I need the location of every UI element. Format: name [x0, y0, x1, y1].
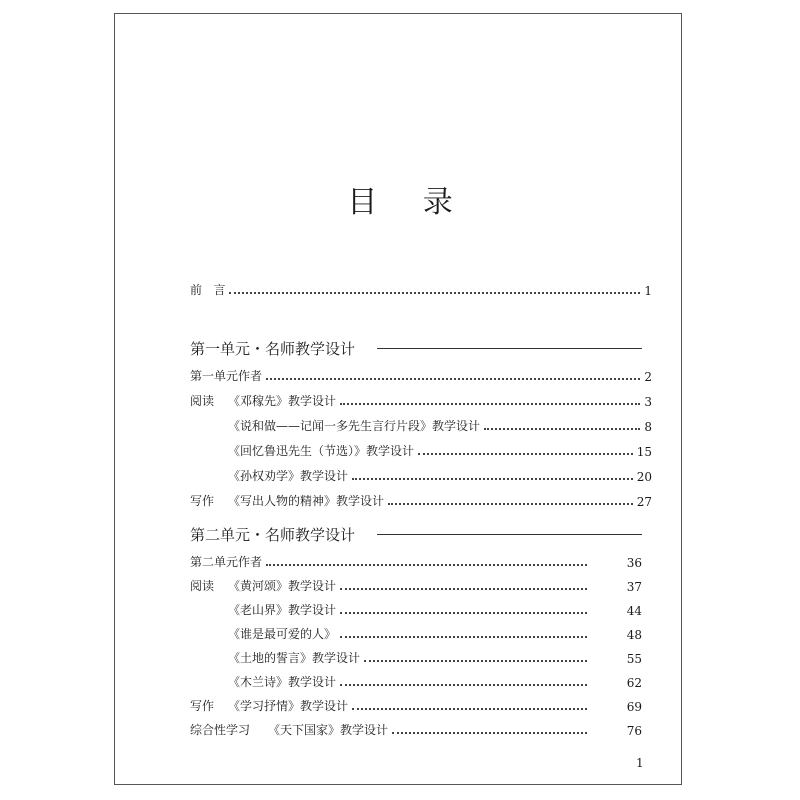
dot-leader — [352, 708, 587, 710]
toc-entry-page: 76 — [626, 724, 642, 738]
dot-leader — [364, 660, 587, 662]
toc-entry-page: 3 — [644, 395, 652, 409]
page-number: 1 — [636, 756, 644, 770]
toc-entry-label: 《木兰诗》教学设计 — [228, 675, 337, 689]
toc-entry-label: 第一单元作者 — [190, 369, 263, 383]
toc-entry — [190, 698, 642, 714]
toc-entry — [228, 418, 652, 434]
toc-entry-category: 写作 — [190, 699, 215, 713]
dot-leader — [392, 732, 587, 734]
toc-entry-page: 62 — [626, 676, 642, 690]
toc-entry-label: 前 言 — [190, 283, 226, 297]
toc-entry-category: 写作 — [190, 494, 215, 508]
toc-entry — [228, 602, 642, 618]
toc-entry — [228, 443, 652, 459]
dot-leader — [340, 636, 587, 638]
toc-entry-label: 《土地的誓言》教学设计 — [228, 651, 361, 665]
dot-leader — [388, 503, 633, 505]
toc-entry — [190, 493, 652, 509]
toc-entry — [190, 393, 652, 409]
toc-entry-label: 《邓稼先》教学设计 — [228, 394, 337, 408]
toc-entry-page: 44 — [626, 604, 642, 618]
unit-rule — [377, 348, 642, 349]
toc-entry — [228, 626, 642, 642]
toc-entry-page: 69 — [626, 700, 642, 714]
toc-entry-page: 15 — [636, 445, 652, 459]
unit-1-heading — [190, 337, 642, 359]
toc-entry-page: 8 — [644, 420, 652, 434]
toc-entry-page: 37 — [626, 580, 642, 594]
dot-leader — [340, 403, 640, 405]
toc-entry-category: 综合性学习 — [190, 723, 251, 737]
toc-entry-page: 20 — [636, 470, 652, 484]
toc-entry-label: 《老山界》教学设计 — [228, 603, 337, 617]
toc-entry — [228, 468, 652, 484]
toc-entry-label: 第二单元作者 — [190, 555, 263, 569]
toc-entry — [190, 368, 652, 384]
toc-entry-page: 55 — [626, 652, 642, 666]
toc-title: 目 录 — [347, 185, 471, 220]
unit-name: 第一单元・名师教学设计 — [190, 339, 356, 358]
toc-entry — [228, 650, 642, 666]
toc-entry-label: 《谁是最可爱的人》 — [228, 627, 337, 641]
dot-leader — [340, 588, 587, 590]
dot-leader — [484, 428, 640, 430]
unit-rule — [377, 534, 642, 535]
toc-entry-label: 《说和做——记闻一多先生言行片段》教学设计 — [228, 419, 481, 433]
toc-entry-page: 2 — [644, 370, 652, 384]
toc-entry-category: 阅读 — [190, 394, 215, 408]
dot-leader — [266, 564, 587, 566]
toc-entry — [190, 554, 642, 570]
unit-name: 第二单元・名师教学设计 — [190, 525, 356, 544]
unit-2-heading — [190, 523, 642, 545]
toc-entry-label: 《写出人物的精神》教学设计 — [228, 494, 385, 508]
toc-entry-label: 《孙权劝学》教学设计 — [228, 469, 349, 483]
toc-entry-page: 1 — [644, 284, 652, 298]
toc-entry-category: 阅读 — [190, 579, 215, 593]
toc-entry-label: 《学习抒情》教学设计 — [228, 699, 349, 713]
toc-entry-page: 36 — [626, 556, 642, 570]
dot-leader — [266, 378, 640, 380]
toc-entry-label: 《黄河颂》教学设计 — [228, 579, 337, 593]
dot-leader — [352, 478, 633, 480]
dot-leader — [418, 453, 633, 455]
toc-entry-page: 27 — [636, 495, 652, 509]
toc-entry-preface — [190, 282, 652, 298]
toc-entry — [228, 674, 642, 690]
toc-entry-label: 《天下国家》教学设计 — [268, 723, 389, 737]
toc-entry — [190, 578, 642, 594]
toc-entry-page: 48 — [626, 628, 642, 642]
toc-entry — [190, 722, 642, 738]
dot-leader — [340, 612, 587, 614]
dot-leader — [340, 684, 587, 686]
toc-entry-label: 《回忆鲁迅先生（节选）》教学设计 — [228, 444, 415, 458]
dot-leader — [229, 292, 640, 294]
